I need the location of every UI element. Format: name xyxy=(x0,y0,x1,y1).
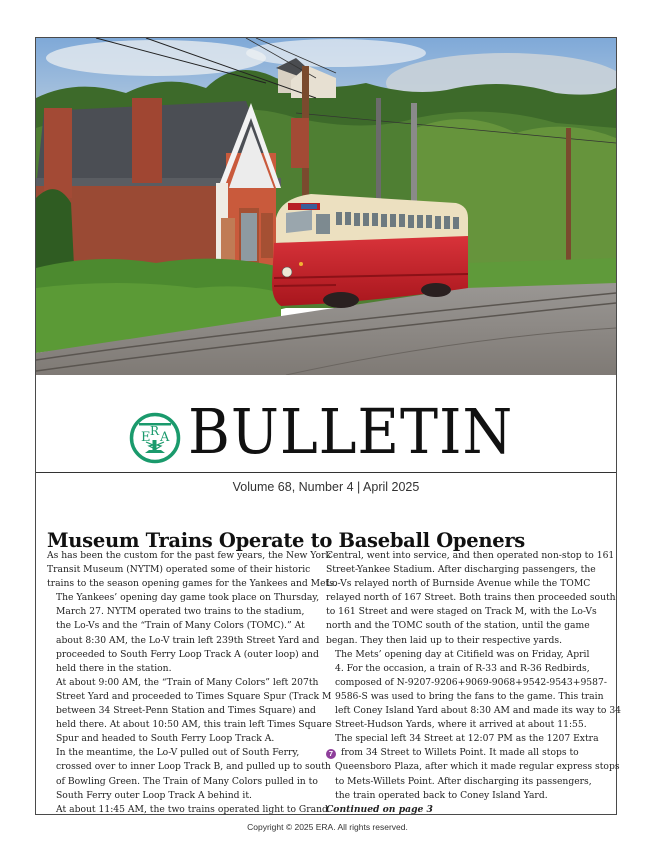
copyright-footer: Copyright © 2025 ERA. All rights reserved. xyxy=(247,822,408,832)
paragraph: The Mets’ opening day at Citifield was on Friday, April 4. For the occasion, a train of R-33 and R-36 Redbirds, composed of N-9207-9206+9069-9068+9542-9543+9587- 9586-S was used to bring the fans to the game. This train left Coney Island Yard about 8:30 AM and made its way to 34 Street-Hudson Yards, where it arrived at about 11:55. xyxy=(335,648,622,731)
paragraph: The special left 34 Street at 12:07 PM as the 1207 Extra 7 from 34 Street to Willets Point. It made all stops to Queensboro Plaza, after which it made regular express stops to Mets-Willets Point. After discharging its passengers, the train operated back to Coney Island Yard. xyxy=(326,732,604,802)
era-logo-icon xyxy=(129,412,181,464)
route-7-bullet-icon: 7 xyxy=(326,749,336,759)
paragraph: As has been the custom for the past few years, the New York Transit Museum (NYTM) operated some of their historic trains to the season opening games for the Yankees and Mets. xyxy=(47,550,337,590)
continued-link-paragraph xyxy=(326,803,604,817)
paragraph: At about 11:45 AM, the two trains operated light to Grand xyxy=(56,803,328,815)
paragraph: In the meantime, the Lo-V pulled out of South Ferry, crossed over to inner Loop Track B, and pulled up to south of Bowling Green. The Train of Many Colors pulled in to South Ferry outer Loop Track A behind it. xyxy=(56,747,331,801)
article-headline: Museum Trains Operate to Baseball Openers xyxy=(47,529,525,553)
masthead xyxy=(36,375,616,473)
masthead-divider xyxy=(36,472,616,473)
paragraph: At about 9:00 AM, the “Train of Many Colors” left 207th Street Yard and proceeded to Times Square Spur (Track M between 34 Street-Penn Station and Times Square) and held there. At about 10:50 AM, this train left Times Square Spur and headed to South Ferry Loop Track A. xyxy=(56,676,332,745)
continued-on-page-link[interactable]: Continued on page 3 xyxy=(326,803,433,815)
issue-line: Volume 68, Number 4 | April 2025 xyxy=(232,480,420,494)
paragraph: Central, went into service, and then operated non-stop to 161 Street-Yankee Stadium. After discharging passengers, the Lo-Vs relayed north of Burnside Avenue while the TOMC relayed north of 167 Street. Both trains then proceeded south to 161 Street and were staged on Track M, with the Lo-Vs north and the TOMC south of the station, until the game began. They then laid up to their respective yards. xyxy=(326,550,616,646)
newsletter-page xyxy=(35,37,622,815)
publication-title: BULLETIN xyxy=(188,395,514,468)
cover-photo xyxy=(36,38,616,375)
svg-text:A: A xyxy=(160,430,170,445)
svg-text:E: E xyxy=(141,430,151,445)
article-column-right xyxy=(326,549,622,817)
paragraph: The Yankees’ opening day game took place on Thursday, March 27. NYTM operated two trains to the stadium, the Lo-Vs and the “Train of Many Colors (TOMC).” At about 8:30 AM, the Lo-V train left 239th Street Yard and proceeded to South Ferry Loop Track A (outer loop) and held there in the station. xyxy=(56,592,320,674)
article-column-left xyxy=(47,549,337,817)
svg-text:R: R xyxy=(150,424,160,438)
streetcar xyxy=(272,194,468,308)
